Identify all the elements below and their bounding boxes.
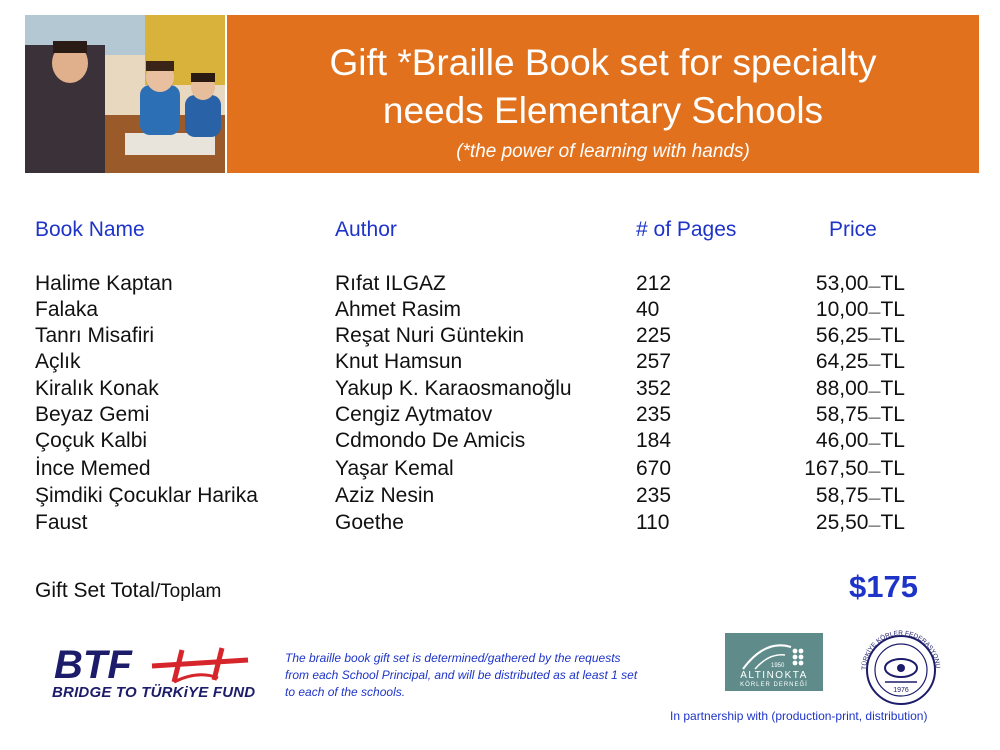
- price-currency: TL: [880, 457, 905, 480]
- book-name: Şimdiki Çocuklar Harika: [35, 484, 258, 507]
- price-value: 10,00: [815, 298, 869, 321]
- book-author: Aziz Nesin: [335, 484, 435, 507]
- table-row: [0, 350, 1000, 376]
- price-value: 64,25: [815, 350, 869, 373]
- book-name: Falaka: [35, 298, 99, 321]
- gift-set-note: The braille book gift set is determined/gathered by the requests from each School Principal, and will be distributed as at least 1 set to each of the schools.: [285, 651, 638, 699]
- korler-federasyonu-logo: [856, 630, 946, 706]
- price-value: 25,50: [815, 511, 869, 534]
- price-currency: TL: [880, 377, 905, 400]
- book-name: Faust: [35, 511, 88, 534]
- btf-name: BRIDGE TO TÜRKiYE FUND: [52, 684, 256, 701]
- table-row: [0, 457, 1000, 483]
- table-row: [0, 324, 1000, 350]
- price-separator: —: [868, 331, 881, 345]
- book-name: Tanrı Misafiri: [35, 324, 155, 347]
- price-separator: —: [868, 384, 881, 398]
- price-separator: —: [868, 279, 881, 293]
- total-label-tr: /Toplam: [154, 581, 222, 602]
- book-price: [804, 457, 905, 481]
- book-pages: 670: [636, 457, 672, 480]
- table-row: [0, 272, 1000, 298]
- classroom-photo: [25, 15, 225, 173]
- price-currency: TL: [880, 511, 905, 534]
- book-author: Rıfat ILGAZ: [335, 272, 446, 295]
- price-value: 88,00: [815, 377, 869, 400]
- book-pages: 184: [636, 429, 672, 452]
- book-pages: 212: [636, 272, 672, 295]
- book-author: Cengiz Aytmatov: [335, 403, 493, 426]
- book-author: Knut Hamsun: [335, 350, 463, 373]
- svg-text:KÖRLER DERNEĞİ: KÖRLER DERNEĞİ: [740, 682, 808, 688]
- book-name: Çoçuk Kalbi: [35, 429, 148, 452]
- price-value: 46,00: [815, 429, 869, 452]
- book-name: Kiralık Konak: [35, 377, 159, 400]
- svg-text:BTF: BTF: [54, 643, 132, 684]
- price-value: 56,25: [815, 324, 869, 347]
- book-author: Cdmondo De Amicis: [335, 429, 526, 452]
- svg-text:TÜRKİYE KÖRLER FEDERASYONU: TÜRKİYE KÖRLER FEDERASYONU: [860, 630, 942, 671]
- book-price: [816, 298, 905, 322]
- header-price: Price: [829, 218, 877, 241]
- header-pages: # of Pages: [636, 218, 737, 241]
- banner-title-line1: Gift *Braille Book set for specialty: [329, 42, 877, 83]
- price-separator: —: [868, 305, 881, 319]
- table-row: [0, 511, 1000, 537]
- svg-text:1950: 1950: [771, 663, 785, 669]
- svg-text:ALTINOKTA: ALTINOKTA: [740, 670, 808, 681]
- book-price: [816, 484, 905, 508]
- table-row: [0, 403, 1000, 429]
- book-price: [816, 429, 905, 453]
- gift-set-total-label: [35, 579, 221, 603]
- book-pages: 235: [636, 484, 672, 507]
- price-separator: —: [868, 436, 881, 450]
- price-separator: —: [868, 410, 881, 424]
- book-pages: 352: [636, 377, 672, 400]
- book-pages: 235: [636, 403, 672, 426]
- banner-subtitle: (*the power of learning with hands): [456, 141, 750, 162]
- book-pages: 110: [636, 511, 670, 534]
- book-author: Ahmet Rasim: [335, 298, 462, 321]
- price-value: 58,75: [815, 484, 869, 507]
- book-pages: 257: [636, 350, 672, 373]
- book-pages: 40: [636, 298, 660, 321]
- price-separator: —: [868, 491, 881, 505]
- price-currency: TL: [880, 429, 905, 452]
- price-value: 58,75: [815, 403, 869, 426]
- price-currency: TL: [880, 403, 905, 426]
- banner-title-line2: needs Elementary Schools: [382, 90, 824, 131]
- book-price: [816, 403, 905, 427]
- price-currency: TL: [880, 484, 905, 507]
- book-name: İnce Memed: [35, 457, 151, 480]
- price-separator: —: [868, 464, 881, 478]
- price-currency: TL: [880, 324, 905, 347]
- table-row: [0, 298, 1000, 324]
- header-author: Author: [335, 218, 397, 241]
- book-author: Reşat Nuri Güntekin: [335, 324, 525, 347]
- price-value: 53,00: [815, 272, 869, 295]
- title-banner: [227, 15, 979, 173]
- table-row: [0, 377, 1000, 403]
- price-currency: TL: [880, 272, 905, 295]
- total-label: Gift Set Total: [35, 579, 155, 602]
- book-name: Beyaz Gemi: [35, 403, 150, 426]
- book-price: [816, 324, 905, 348]
- btf-logo-mark: [52, 642, 252, 684]
- svg-text:1976: 1976: [893, 687, 909, 694]
- table-row: [0, 484, 1000, 510]
- book-name: Halime Kaptan: [35, 272, 173, 295]
- altinokta-logo: [725, 633, 823, 691]
- book-author: Yakup K. Karaosmanoğlu: [335, 377, 572, 400]
- price-currency: TL: [880, 350, 905, 373]
- book-author: Goethe: [335, 511, 404, 534]
- book-price: [816, 350, 905, 374]
- table-row: [0, 429, 1000, 455]
- price-separator: —: [868, 518, 881, 532]
- price-currency: TL: [880, 298, 905, 321]
- book-name: Açlık: [35, 350, 81, 373]
- gift-set-total-amount: $175: [849, 569, 918, 604]
- partnership-caption: In partnership with (production-print, distribution): [670, 709, 928, 723]
- book-price: [816, 511, 905, 535]
- price-separator: —: [868, 357, 881, 371]
- book-author: Yaşar Kemal: [335, 457, 454, 480]
- price-value: 167,50: [804, 457, 869, 480]
- header-book-name: Book Name: [35, 218, 145, 241]
- book-price: [816, 272, 905, 296]
- book-price: [816, 377, 905, 401]
- book-pages: 225: [636, 324, 672, 347]
